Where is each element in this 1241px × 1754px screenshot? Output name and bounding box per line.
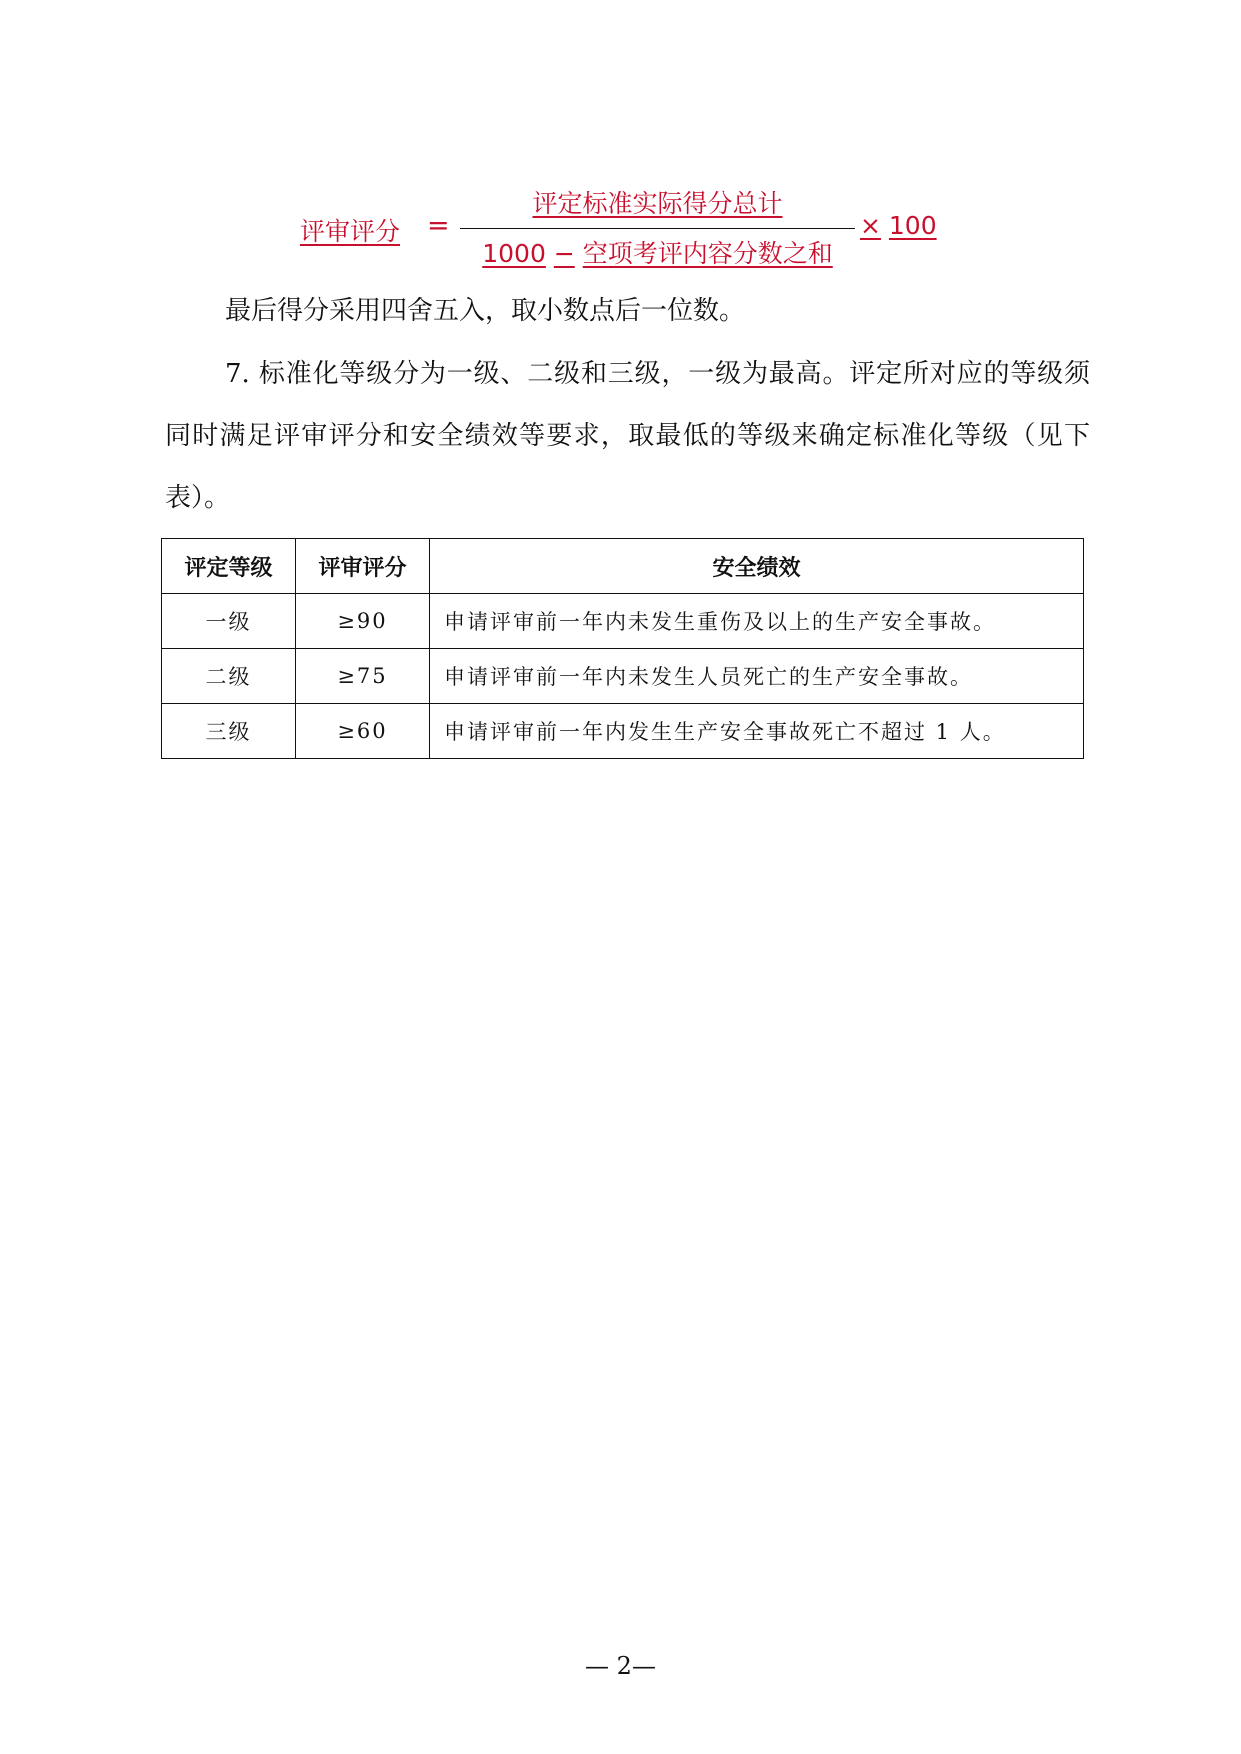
formula-numerator-text: 评定标准实际得分总计 [532,189,783,218]
page-number: — 2— [585,1652,656,1680]
cell-score: ≥60 [296,704,430,759]
cell-level: 三级 [162,704,296,759]
formula-denominator-text: 空项考评内容分数之和 [582,239,833,268]
formula-denominator [460,234,855,270]
cell-performance: 申请评审前一年内未发生人员死亡的生产安全事故。 [430,649,1084,704]
cell-level: 二级 [162,649,296,704]
formula-denominator-minus: − [553,239,575,268]
header-score: 评审评分 [296,539,430,594]
header-level: 评定等级 [162,539,296,594]
fraction-bar [460,228,855,229]
formula-equals: = [427,210,450,241]
grade-table [161,538,1084,759]
formula-multiplier [860,211,937,240]
table-row [162,594,1084,649]
grading-paragraph: 7. 标准化等级分为一级、二级和三级，一级为最高。评定所对应的等级须同时满足评审评分和安全绩效等要求，取最低的等级来确定标准化等级（见下表）。 [165,359,1090,513]
formula-multiply-sign: × [860,211,881,240]
cell-performance: 申请评审前一年内发生生产安全事故死亡不超过 1 人。 [430,704,1084,759]
cell-score: ≥75 [296,649,430,704]
table-row [162,649,1084,704]
formula-multiplier-value: 100 [888,211,937,240]
table-header-row [162,539,1084,594]
formula-lhs: 评审评分 [300,217,401,246]
rounding-paragraph: 最后得分采用四舍五入，取小数点后一位数。 [225,296,746,326]
formula-denominator-value: 1000 [482,239,546,268]
table-row [162,704,1084,759]
cell-performance: 申请评审前一年内未发生重伤及以上的生产安全事故。 [430,594,1084,649]
header-performance: 安全绩效 [430,539,1084,594]
score-formula [300,184,960,274]
cell-level: 一级 [162,594,296,649]
cell-score: ≥90 [296,594,430,649]
formula-numerator [460,184,855,220]
